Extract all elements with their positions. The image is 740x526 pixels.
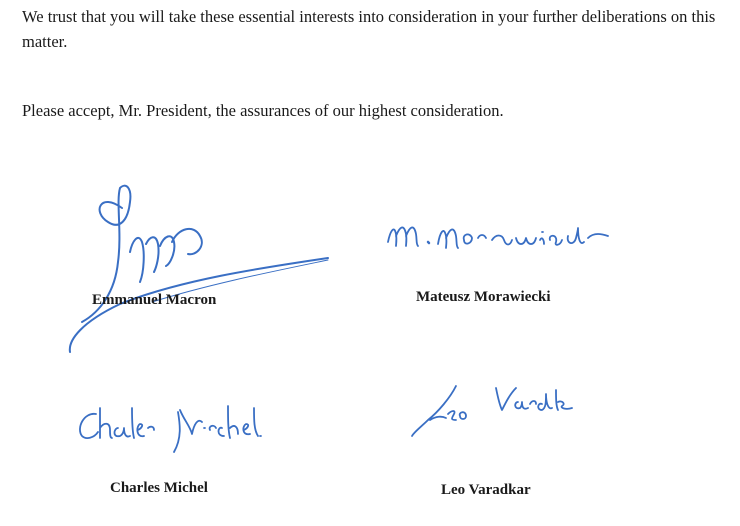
signatory-name-macron: Emmanuel Macron bbox=[92, 292, 217, 308]
courtesy-paragraph: Please accept, Mr. President, the assurances of our highest consideration. bbox=[22, 101, 504, 120]
signature-varadkar bbox=[410, 380, 580, 440]
signatory-name-michel: Charles Michel bbox=[110, 480, 208, 496]
signature-morawiecki bbox=[384, 210, 614, 260]
signatory-name-varadkar: Leo Varadkar bbox=[441, 482, 531, 498]
signature-michel bbox=[74, 398, 274, 458]
signature-macron bbox=[60, 172, 340, 362]
closing-paragraph: We trust that you will take these essential interests into consideration in your further deliberations on this matter. bbox=[22, 7, 716, 51]
signatory-name-morawiecki: Mateusz Morawiecki bbox=[416, 289, 551, 305]
